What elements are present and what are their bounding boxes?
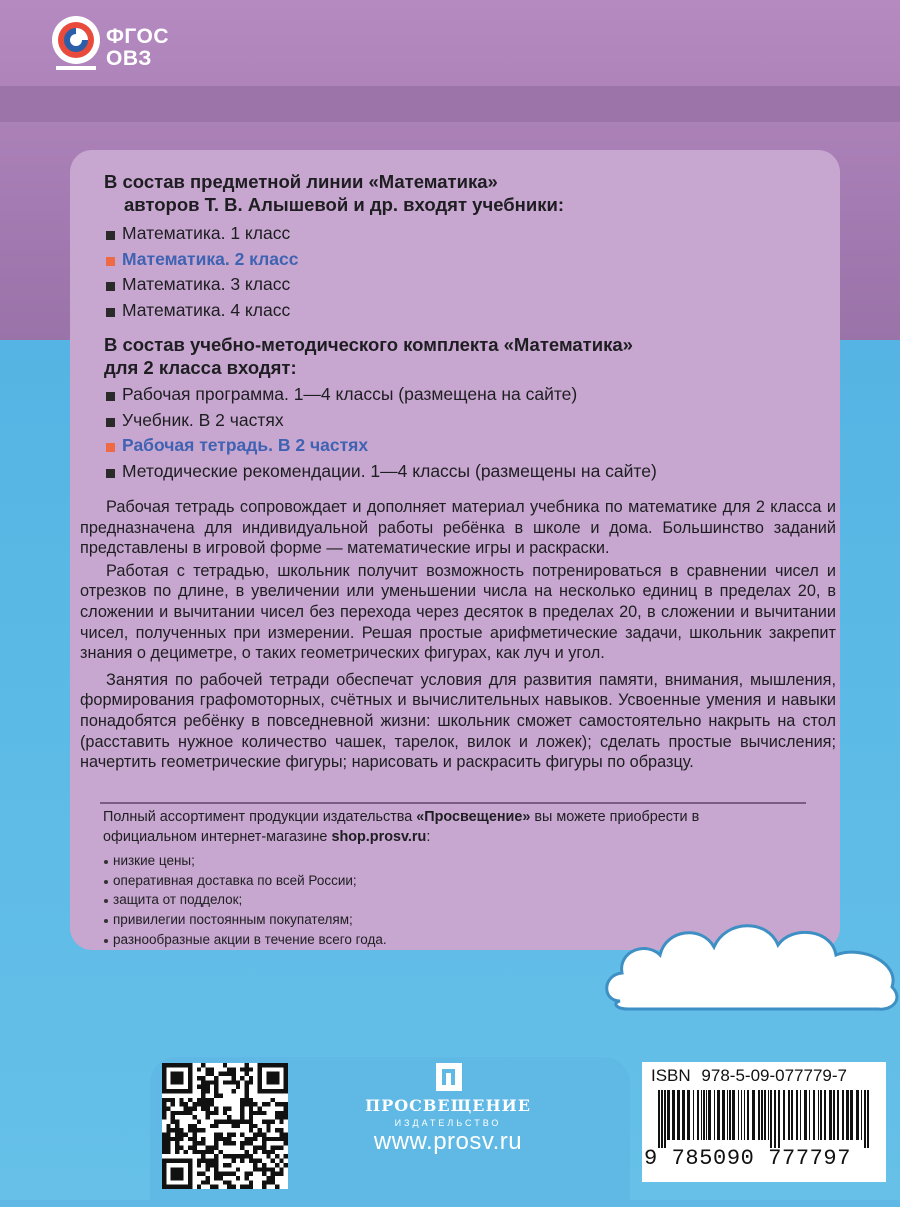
description-paragraph-3: Занятия по рабочей тетради обеспечат условия для развития памяти, внимания, мышления, формирования графомоторных, счётных и вычислительных навыков. Усвоенные умения и навыки понадобятся ребёнку в повседневной жизни: школьник сможет самостоятельно накрыть на стол (расставить нужное количество чашек, тарелок, вилок и ложек); сделать простые вычисления; начертить геометрические фигуры; нарисовать и раскрасить фигуры по образцу.	[80, 670, 836, 772]
benefit-item: привилегии постоянным покупателям;	[103, 910, 763, 930]
cloud-illustration	[600, 905, 900, 1015]
isbn-text	[651, 1066, 847, 1086]
kit-heading	[104, 333, 804, 379]
shop-intro	[103, 808, 763, 847]
shop-intro-b: вы можете приобрести в официальном интернет-магазине	[103, 809, 700, 845]
badge-line2: ОВЗ	[106, 47, 152, 70]
shop-url-link[interactable]: shop.prosv.ru	[331, 828, 427, 845]
benefit-item: оперативная доставка по всей России;	[103, 871, 763, 891]
publisher-name: ПРОСВЕЩЕНИЕ	[365, 1096, 531, 1115]
shop-intro-c: :	[426, 828, 431, 845]
kit-item: Рабочая программа. 1—4 классы (размещена на сайте)	[104, 382, 804, 408]
qr-code[interactable]	[162, 1063, 288, 1189]
description-paragraph-1: Рабочая тетрадь сопровождает и дополняет материал учебника по математике для 2 класса и предназначена для индивидуальной работы ребёнка в школе и дома. Большинство заданий представлены в игровой форме — математические игры и раскраски.	[80, 498, 836, 558]
series-item: Математика. 3 класс	[104, 272, 804, 298]
publisher-website[interactable]: www.prosv.ru	[373, 1128, 523, 1155]
badge-line1: ФГОС	[106, 25, 170, 48]
kit-heading-line1: В состав учебно-методического комплекта «Математика»	[104, 334, 633, 355]
shop-intro-a: Полный ассортимент продукции издательства	[103, 809, 417, 825]
series-heading-line1: В состав предметной линии «Математика»	[104, 171, 498, 192]
prosveshchenie-logo-icon	[396, 1060, 500, 1094]
isbn-label: ISBN	[651, 1066, 691, 1085]
panel-content	[80, 170, 836, 773]
benefit-item: защита от подделок;	[103, 890, 763, 910]
benefit-item: низкие цены;	[103, 851, 763, 871]
series-item: Математика. 1 класс	[104, 221, 804, 247]
description-paragraph-2: Работая с тетрадью, школьник получит возможность потренироваться в сравнении чисел и отрезков по длине, в увеличении или уменьшении числа на несколько единиц в пределах 20, в сложении и вычитании чисел без перехода через десяток в пределах 20, в сложении и вычитании чисел, полученных при измерении. Решая простые арифметические задачи, школьник закрепит знания о дециметре, о таких геометрических фигурах, как луч и угол.	[80, 561, 836, 663]
publisher-subtitle: ИЗДАТЕЛЬСТВО	[394, 1118, 502, 1128]
fgos-badge	[106, 26, 169, 70]
isbn-number: 978-5-09-077779-7	[701, 1066, 847, 1085]
kit-heading-line2: для 2 класса входят:	[104, 357, 297, 378]
series-item: Математика. 4 класс	[104, 298, 804, 324]
barcode-digits: 9 785090 777797	[644, 1146, 852, 1171]
series-list	[104, 221, 804, 323]
kit-item: Методические рекомендации. 1—4 классы (размещены на сайте)	[104, 459, 804, 485]
publisher-name-bold: «Просвещение»	[416, 809, 531, 825]
series-item-current: Математика. 2 класс	[104, 247, 804, 273]
kit-item: Учебник. В 2 частях	[104, 408, 804, 434]
barcode	[652, 1090, 878, 1148]
benefit-item: разнообразные акции в течение всего года.	[103, 930, 763, 950]
kit-item-current: Рабочая тетрадь. В 2 частях	[104, 433, 804, 459]
series-heading-line2: авторов Т. В. Алышевой и др. входят учебники:	[124, 194, 565, 215]
kit-list	[104, 382, 804, 484]
series-heading	[104, 170, 804, 216]
divider	[100, 802, 806, 804]
